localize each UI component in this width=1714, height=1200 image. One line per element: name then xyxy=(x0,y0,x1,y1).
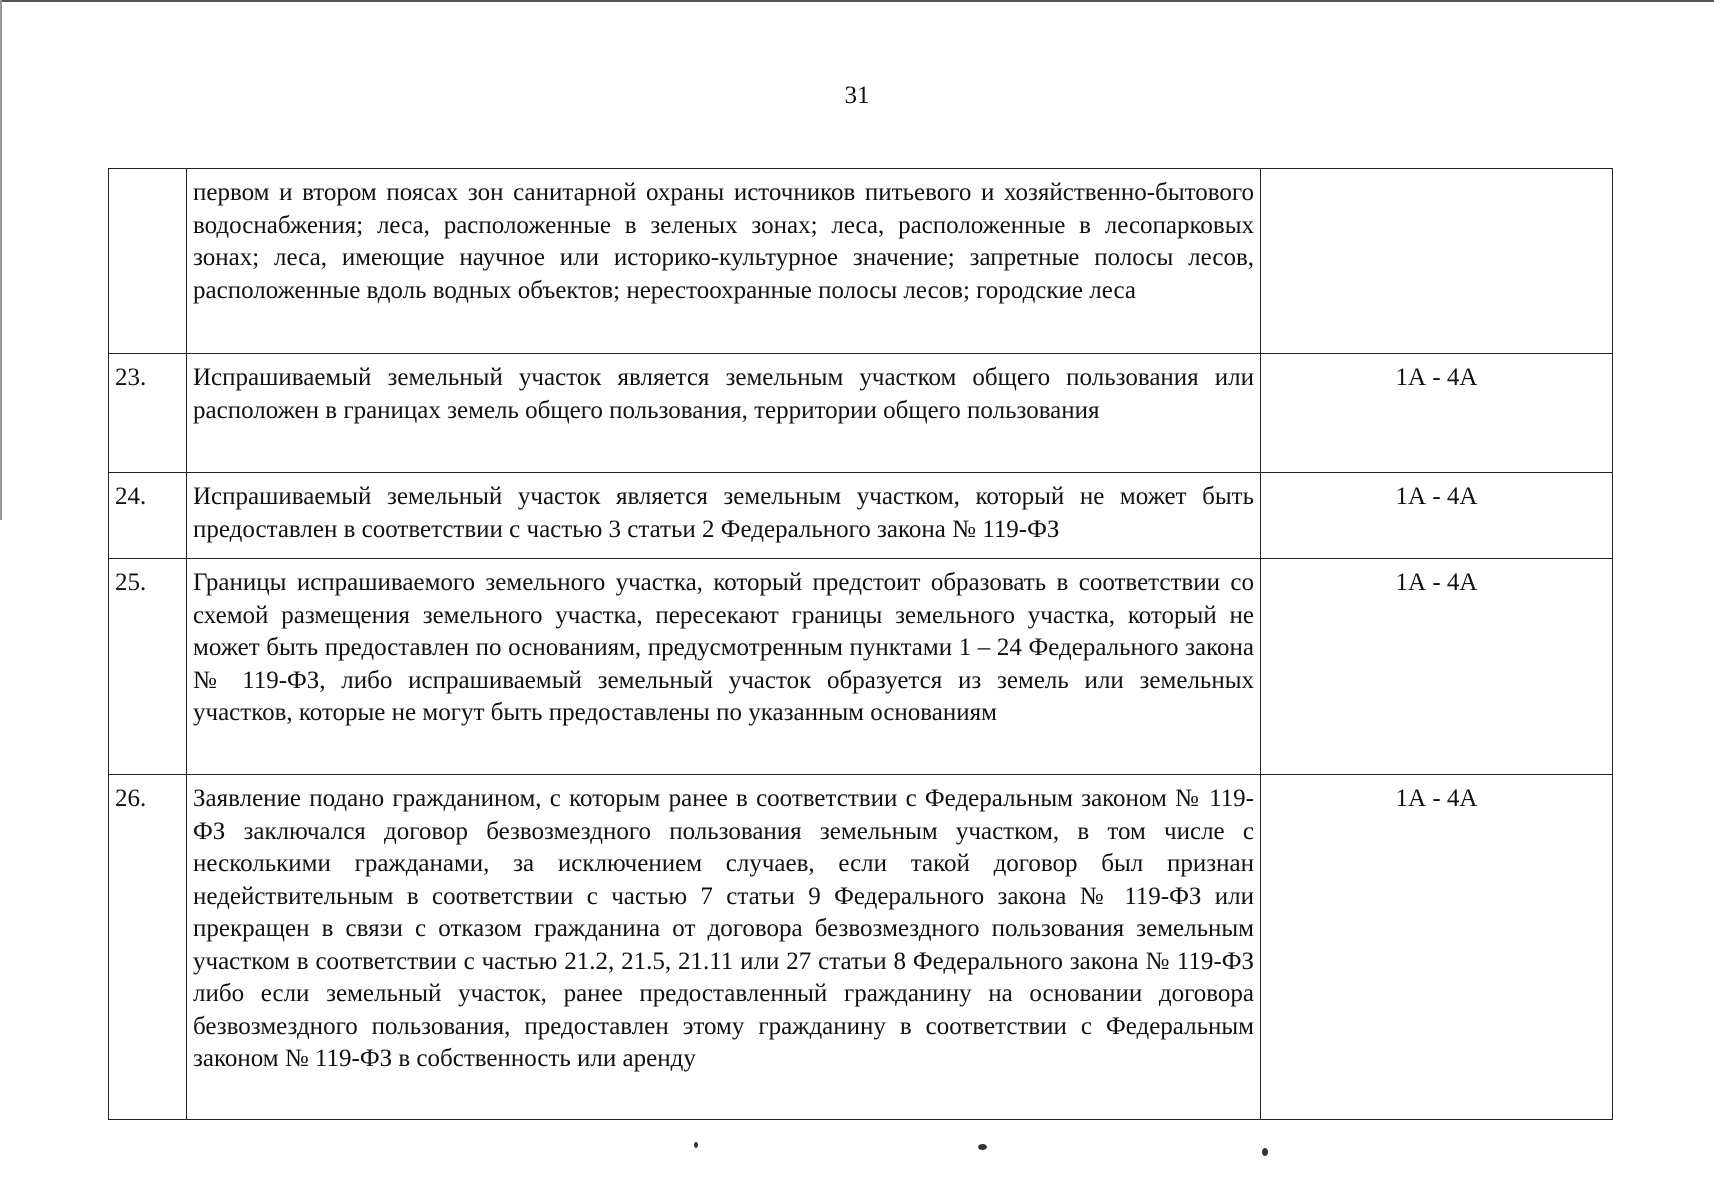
row-number: 26. xyxy=(109,775,187,1120)
row-text: первом и втором поясах зон санитарной охраны источников питьевого и хозяйственно-бытового водоснабжения; леса, расположенные в зеленых зонах; леса, расположенные в лесопарковых зонах; леса, имеющие научное или историко-культурное значение; запретные полосы лесов, расположенные вдоль водных объектов; нерестоохранные полосы лесов; городские леса xyxy=(187,169,1261,354)
row-text: Испрашиваемый земельный участок является земельным участком общего пользования или расположен в границах земель общего пользования, территории общего пользования xyxy=(187,354,1261,473)
scan-speck xyxy=(694,1142,698,1148)
page-number: 31 xyxy=(844,82,870,109)
row-text: Границы испрашиваемого земельного участка, который предстоит образовать в соответствии со схемой размещения земельного участка, пересекают границы земельного участка, который не может быть предоставлен по основаниям, предусмотренным пунктами 1 – 24 Федерального закона № 119-ФЗ, либо испрашиваемый земельный участок образуется из земель или земельных участков, которые не могут быть предоставлены по указанным основаниям xyxy=(187,559,1261,775)
row-code xyxy=(1261,169,1613,354)
row-code: 1А - 4А xyxy=(1261,473,1613,559)
table-row xyxy=(109,473,1613,559)
scan-edge-left xyxy=(0,0,2,520)
row-number: 24. xyxy=(109,473,187,559)
row-code: 1А - 4А xyxy=(1261,354,1613,473)
row-text: Заявление подано гражданином, с которым ранее в соответствии с Федеральным законом № 119-ФЗ заключался договор безвозмездного пользования земельным участком, в том числе с несколькими гражданами, за исключением случаев, если такой договор был признан недействительным в соответствии с частью 7 статьи 9 Федерального закона № 119-ФЗ или прекращен в связи с отказом гражданина от договора безвозмездного пользования земельным участком в соответствии с частью 21.2, 21.5, 21.11 или 27 статьи 8 Федерального закона № 119-ФЗ либо если земельный участок, ранее предоставленный гражданину на основании договора безвозмездного пользования, предоставлен этому гражданину в соответствии с Федеральным законом № 119-ФЗ в собственность или аренду xyxy=(187,775,1261,1120)
row-number: 25. xyxy=(109,559,187,775)
row-text: Испрашиваемый земельный участок является земельным участком, который не может быть предоставлен в соответствии с частью 3 статьи 2 Федерального закона № 119-ФЗ xyxy=(187,473,1261,559)
row-number: 23. xyxy=(109,354,187,473)
scan-edge-top xyxy=(0,0,1714,2)
table-row xyxy=(109,354,1613,473)
row-code: 1А - 4А xyxy=(1261,775,1613,1120)
table-row xyxy=(109,559,1613,775)
row-code: 1А - 4А xyxy=(1261,559,1613,775)
table-row xyxy=(109,775,1613,1120)
grounds-table xyxy=(108,168,1613,1120)
row-number xyxy=(109,169,187,354)
table-row xyxy=(109,169,1613,354)
scan-speck xyxy=(978,1144,987,1150)
scan-speck xyxy=(1262,1148,1268,1156)
